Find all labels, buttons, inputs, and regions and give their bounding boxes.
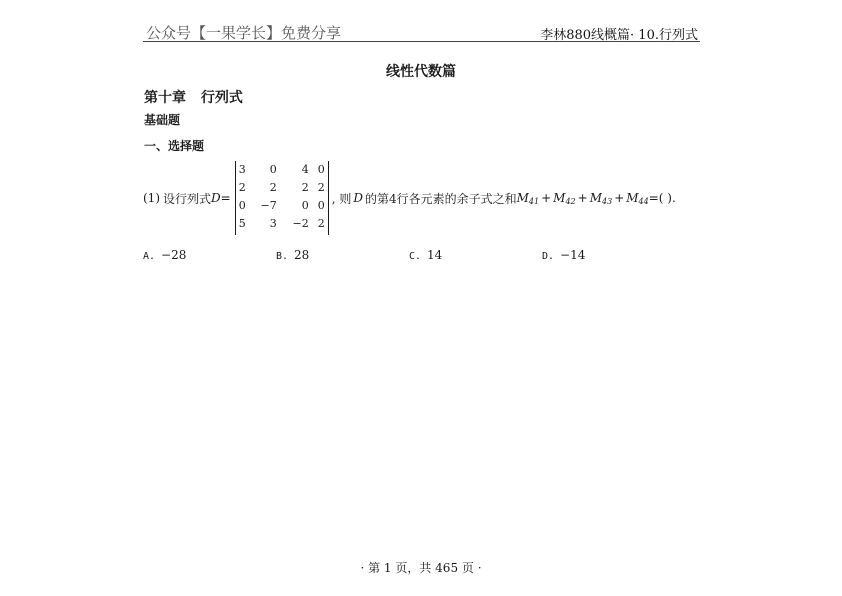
option-c[interactable] xyxy=(409,248,442,262)
plus-sign: + xyxy=(577,191,588,205)
part-title: 线性代数篇 xyxy=(386,64,456,80)
option-value: −28 xyxy=(161,248,187,262)
matrix-cell: −7 xyxy=(260,199,277,212)
subsection-heading: 基础题 xyxy=(144,113,181,127)
matrix-cell: 5 xyxy=(238,217,246,230)
matrix-cell: 2 xyxy=(317,181,325,194)
option-value: 14 xyxy=(427,248,443,262)
matrix-cell: 0 xyxy=(317,199,325,212)
question-prefix: 设行列式 xyxy=(163,191,212,206)
option-letter: B. xyxy=(276,251,289,262)
sum-term: $M_{44}$ xyxy=(626,190,649,206)
question-number: (1) xyxy=(143,191,160,205)
determinant-symbol: D xyxy=(211,191,221,205)
matrix-row xyxy=(239,179,325,197)
page-footer: · 第 1 页，共 465 页 · xyxy=(360,561,482,575)
header-divider xyxy=(143,41,700,42)
question-type-heading: 一、选择题 xyxy=(144,139,205,153)
matrix-row xyxy=(239,161,325,179)
matrix-cell: 0 xyxy=(317,163,325,176)
option-a[interactable] xyxy=(143,248,186,262)
chapter-heading: 第十章 行列式 xyxy=(144,90,243,106)
matrix-cell: 4 xyxy=(301,163,309,176)
option-value: −14 xyxy=(560,248,586,262)
header-left-text: 公众号【一果学长】免费分享 xyxy=(146,24,342,42)
matrix-cell: 2 xyxy=(301,181,309,194)
plus-sign: + xyxy=(614,191,625,205)
matrix-cell: 2 xyxy=(238,181,246,194)
option-letter: D. xyxy=(542,251,555,262)
matrix-row xyxy=(239,215,325,233)
matrix-cell: 2 xyxy=(317,217,325,230)
matrix-cell: −2 xyxy=(292,217,309,230)
sum-term: $M_{43}$ xyxy=(589,190,613,206)
determinant-symbol-ref: D xyxy=(353,191,363,205)
question-1 xyxy=(143,160,676,236)
option-d[interactable] xyxy=(542,248,585,262)
matrix-cell: 3 xyxy=(269,217,277,230)
matrix-cell: 0 xyxy=(301,199,309,212)
plus-sign: + xyxy=(541,191,552,205)
sum-term: $M_{41}$ xyxy=(516,190,540,206)
option-letter: A. xyxy=(143,251,156,262)
matrix-row xyxy=(239,197,325,215)
equals-sign: = xyxy=(220,191,231,205)
question-mid-text-2: 的第4行各元素的余子式之和 xyxy=(364,191,517,206)
question-tail: =( ). xyxy=(648,191,676,205)
matrix-cell: 0 xyxy=(238,199,246,212)
matrix-cell: 2 xyxy=(269,181,277,194)
sum-term: $M_{42}$ xyxy=(553,190,576,206)
matrix-cell: 3 xyxy=(238,163,246,176)
matrix-cell: 0 xyxy=(269,163,277,176)
header-right-text: 李林880线概篇· 10.行列式 xyxy=(540,28,698,43)
option-letter: C. xyxy=(409,251,422,262)
determinant-matrix xyxy=(235,161,329,235)
question-mid-text-1: , 则 xyxy=(331,191,352,206)
option-value: 28 xyxy=(294,248,310,262)
option-b[interactable] xyxy=(276,248,309,262)
